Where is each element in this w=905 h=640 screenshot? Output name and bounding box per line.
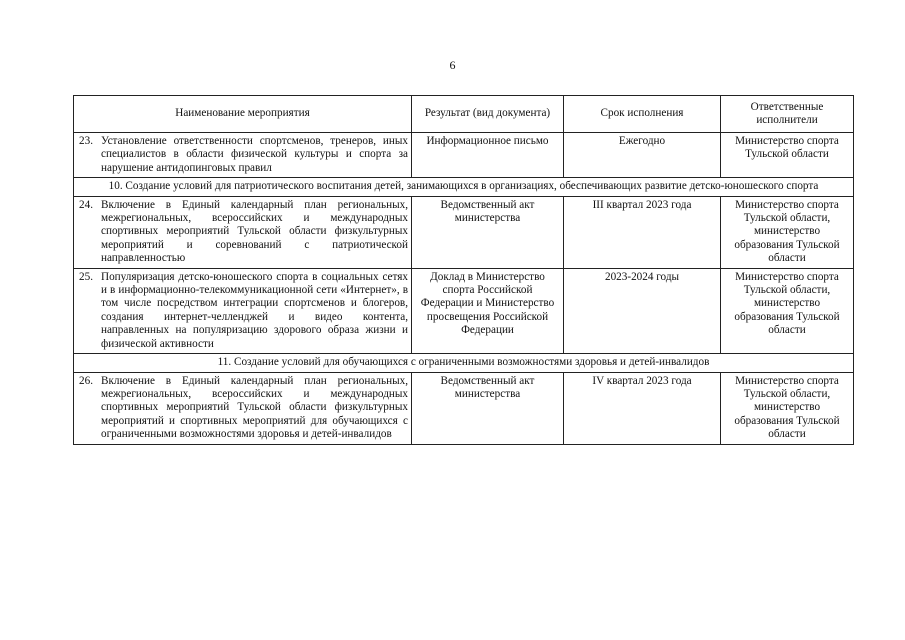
- cell-deadline: III квартал 2023 года: [564, 196, 721, 268]
- table-row-25: [74, 268, 854, 353]
- table-row-26: [74, 372, 854, 444]
- cell-result: Информационное письмо: [412, 133, 564, 178]
- cell-responsible: Министерство спорта Тульской области, министерство образования Тульской области: [721, 196, 854, 268]
- activities-table: [73, 95, 854, 445]
- activity-name: Включение в Единый календарный план региональных, межрегиональных, всероссийских и международных спортивных мероприятий Тульской области физкультурных мероприятий и соревнований с патриотической направленностью: [101, 198, 408, 265]
- row-number: 23.: [79, 135, 93, 147]
- cell-activity: [74, 133, 412, 178]
- activity-name: Включение в Единый календарный план региональных, межрегиональных, всероссийских и международных спортивных мероприятий Тульской области физкультурных мероприятий и спортивных мероприятий для обучающихся с ограниченными возможностями здоровья и детей-инвалидов: [101, 374, 408, 441]
- activity-name: Популяризация детско-юношеского спорта в социальных сетях и в информационно-телекоммуникационной сети «Интернет», в том числе посредством интеграции спортсменов и блогеров, создания интернет-челленджей и видео контента, направленных на популяризацию здорового образа жизни и физической активности: [101, 270, 408, 350]
- section-title: 10. Создание условий для патриотического воспитания детей, занимающихся в организациях, обеспечивающих развитие детско-юношеского спорта: [74, 178, 854, 196]
- table-row-23: [74, 133, 854, 178]
- cell-result: Доклад в Министерство спорта Российской Федерации и Министерство просвещения Российской Федерации: [412, 268, 564, 353]
- cell-result: Ведомственный акт министерства: [412, 372, 564, 444]
- table-row-24: [74, 196, 854, 268]
- page-number: 6: [449, 58, 456, 72]
- cell-deadline: Ежегодно: [564, 133, 721, 178]
- activity-name: Установление ответственности спортсменов, тренеров, иных специалистов в области физической культуры и спорта за нарушение антидопинговых правил: [101, 135, 408, 174]
- table-header-row: [74, 96, 854, 133]
- header-result: Результат (вид документа): [412, 96, 564, 133]
- cell-activity: [74, 196, 412, 268]
- cell-activity: [74, 372, 412, 444]
- section-row-10: [74, 178, 854, 196]
- row-number: 26.: [79, 374, 93, 387]
- cell-responsible: Министерство спорта Тульской области, министерство образования Тульской области: [721, 268, 854, 353]
- cell-responsible: Министерство спорта Тульской области, министерство образования Тульской области: [721, 372, 854, 444]
- cell-deadline: IV квартал 2023 года: [564, 372, 721, 444]
- cell-responsible: Министерство спорта Тульской области: [721, 133, 854, 178]
- section-row-11: [74, 354, 854, 372]
- row-number: 24.: [79, 198, 93, 211]
- header-name: Наименование мероприятия: [74, 96, 412, 133]
- cell-activity: [74, 268, 412, 353]
- row-number: 25.: [79, 270, 93, 283]
- section-title: 11. Создание условий для обучающихся с ограниченными возможностями здоровья и детей-инвалидов: [74, 354, 854, 372]
- cell-result: Ведомственный акт министерства: [412, 196, 564, 268]
- header-responsible: Ответственные исполнители: [721, 96, 854, 133]
- header-deadline: Срок исполнения: [564, 96, 721, 133]
- cell-deadline: 2023-2024 годы: [564, 268, 721, 353]
